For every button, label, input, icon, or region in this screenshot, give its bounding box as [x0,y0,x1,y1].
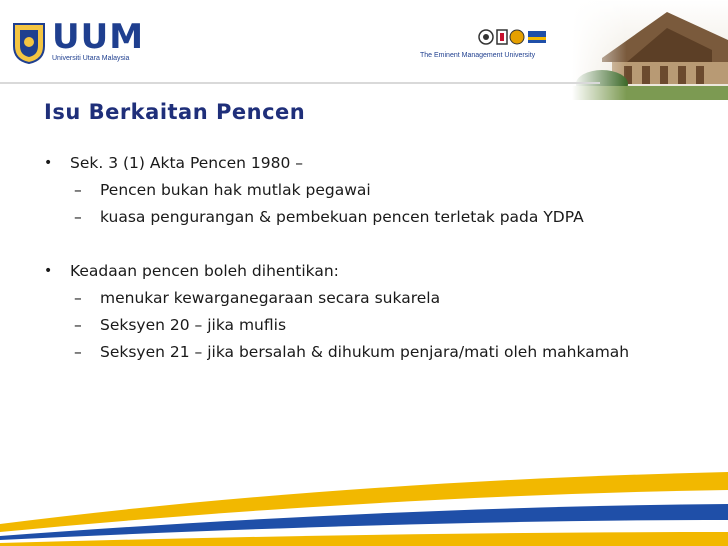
uum-seal-icon [12,22,46,64]
bullet-mark: • [44,263,53,279]
spacer [44,231,704,258]
campus-building-photo [572,0,728,100]
sub-text: Pencen bukan hak mutlak pegawai [100,181,371,199]
sub-mark: – [74,208,82,226]
sub-item [44,339,704,366]
sub-text: Seksyen 21 – jika bersalah & dihukum penjara/mati oleh mahkamah [100,343,630,361]
sub-mark: – [74,343,82,361]
header [0,0,728,90]
sub-text: kuasa pengurangan & pembekuan pencen terletak pada YDPA [100,208,584,226]
sub-item [44,312,704,339]
sub-mark: – [74,181,82,199]
bullet-mark: • [44,155,53,171]
header-divider [0,82,600,84]
sub-text: menukar kewarganegaraan secara sukarela [100,289,441,307]
brand-subtitle: Universiti Utara Malaysia [52,55,130,62]
sub-mark: – [74,316,82,334]
sub-text: Seksyen 20 – jika muflis [100,316,287,334]
bullet-text: Keadaan pencen boleh dihentikan: [70,262,339,280]
sub-mark: – [74,289,82,307]
tagline: The Eminent Management University [420,52,536,59]
footer-swoosh [0,466,728,546]
uum-logo [12,18,152,68]
bullet-text: Sek. 3 (1) Akta Pencen 1980 – [70,154,304,172]
sub-item [44,285,704,312]
sub-item [44,204,704,231]
sub-item [44,177,704,204]
award-badges-icon [478,26,550,48]
slide-title: Isu Berkaitan Pencen [44,100,306,124]
bullet-item [44,150,704,177]
brand-name: UUM [52,17,145,57]
slide-body [44,150,704,366]
bullet-item [44,258,704,285]
